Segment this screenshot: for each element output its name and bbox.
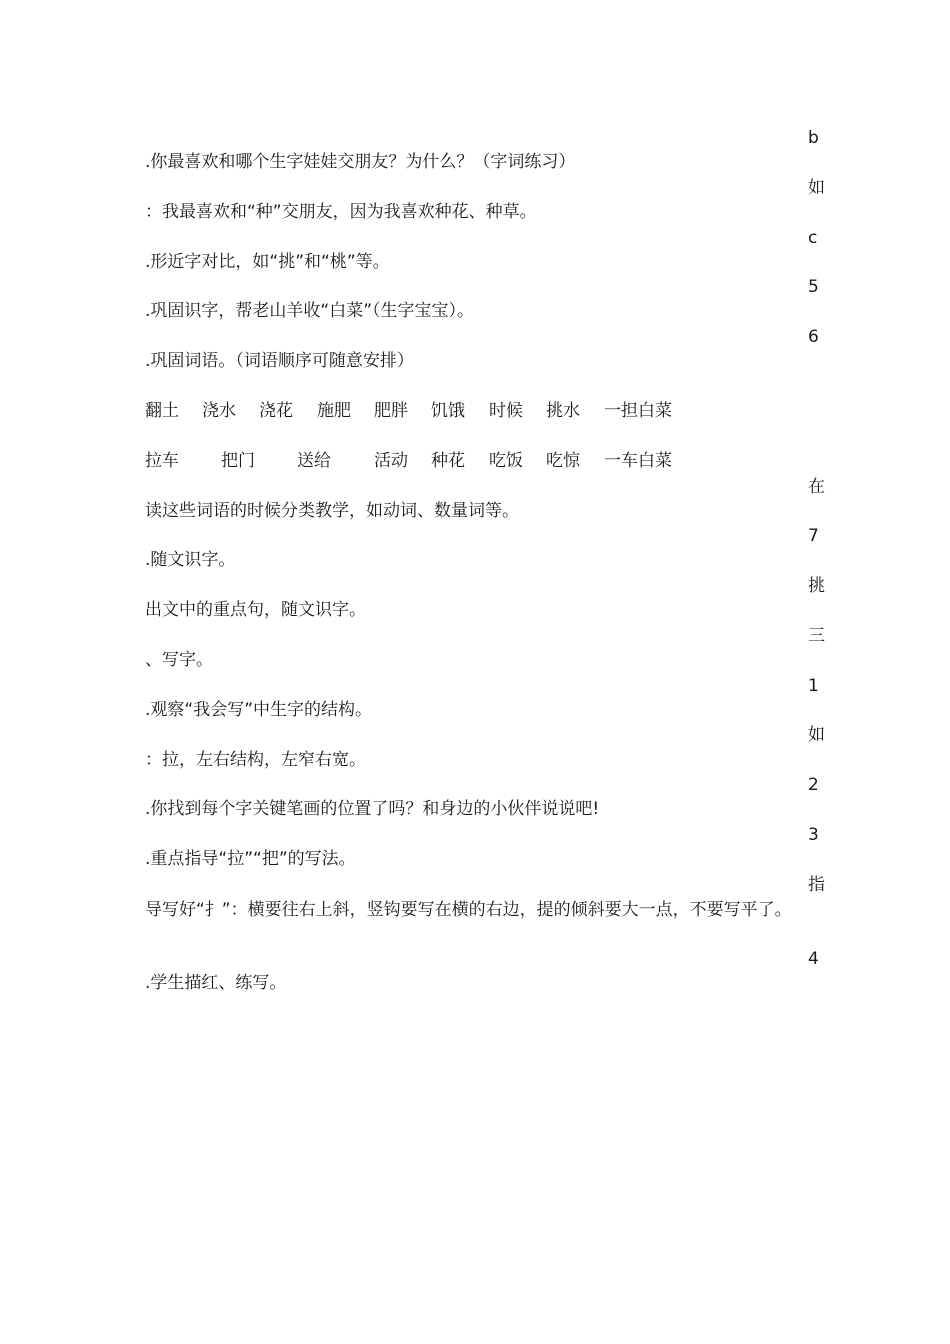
classification-line: 读这些词语的时候分类教学，如动词、数量词等。 <box>145 501 519 521</box>
word-item: 浇花 <box>259 401 293 421</box>
margin-char: 4 <box>808 949 819 969</box>
contextual-chars-heading: .随文识字。 <box>145 550 236 570</box>
margin-char: 指 <box>808 875 825 895</box>
word-item: 种花 <box>431 451 465 471</box>
word-item: 施肥 <box>317 401 351 421</box>
margin-char: 在 <box>808 477 825 497</box>
key-stroke-question: .你找到每个字关键笔画的位置了吗？和身边的小伙伴说说吧! <box>145 799 600 819</box>
margin-char: 5 <box>808 277 819 297</box>
key-guidance-line: .重点指导“拉”“把”的写法。 <box>145 849 356 869</box>
tracing-practice-line: .学生描红、练写。 <box>145 973 287 993</box>
word-item: 翻土 <box>145 401 179 421</box>
margin-char: 1 <box>808 676 819 696</box>
margin-char: 6 <box>808 327 819 347</box>
word-item: 把门 <box>221 451 255 471</box>
consolidate-chars-line: .巩固识字，帮老山羊收“白菜”（生字宝宝）。 <box>145 301 475 321</box>
writing-heading: 、写字。 <box>145 650 213 670</box>
word-item: 饥饿 <box>431 401 465 421</box>
word-item: 拉车 <box>145 451 179 471</box>
margin-char: c <box>808 228 818 248</box>
consolidate-words-line: .巩固词语。（词语顺序可随意安排） <box>145 351 414 371</box>
word-item: 活动 <box>374 451 408 471</box>
word-item: 送给 <box>297 451 331 471</box>
similar-chars-line: .形近字对比，如“挑”和“桃”等。 <box>145 252 390 272</box>
key-sentence-line: 出文中的重点句，随文识字。 <box>145 600 366 620</box>
word-item: 浇水 <box>202 401 236 421</box>
structure-example-line: ：拉，左右结构，左窄右宽。 <box>145 750 366 770</box>
margin-char: 三 <box>808 626 825 646</box>
word-item: 一车白菜 <box>604 451 672 471</box>
radical-guidance-paragraph: 导写好“扌”：横要往右上斜，竖钩要写在横的右边，提的倾斜要大一点，不要写平了。 <box>145 900 792 920</box>
margin-char: 2 <box>808 775 819 795</box>
word-item: 吃饭 <box>489 451 523 471</box>
margin-char: 如 <box>808 178 825 198</box>
word-item: 肥胖 <box>374 401 408 421</box>
question-line: .你最喜欢和哪个生字娃娃交朋友？为什么？（字词练习） <box>145 152 576 172</box>
answer-line: ：我最喜欢和“种”交朋友，因为我喜欢种花、种草。 <box>145 202 537 222</box>
margin-char: b <box>808 128 819 148</box>
margin-char: 挑 <box>808 576 825 596</box>
margin-char: 7 <box>808 526 819 546</box>
observe-structure-line: .观察“我会写”中生字的结构。 <box>145 700 373 720</box>
margin-char: 3 <box>808 825 819 845</box>
word-item: 挑水 <box>546 401 580 421</box>
margin-char: 如 <box>808 725 825 745</box>
word-item: 一担白菜 <box>604 401 672 421</box>
word-item: 吃惊 <box>546 451 580 471</box>
word-item: 时候 <box>489 401 523 421</box>
